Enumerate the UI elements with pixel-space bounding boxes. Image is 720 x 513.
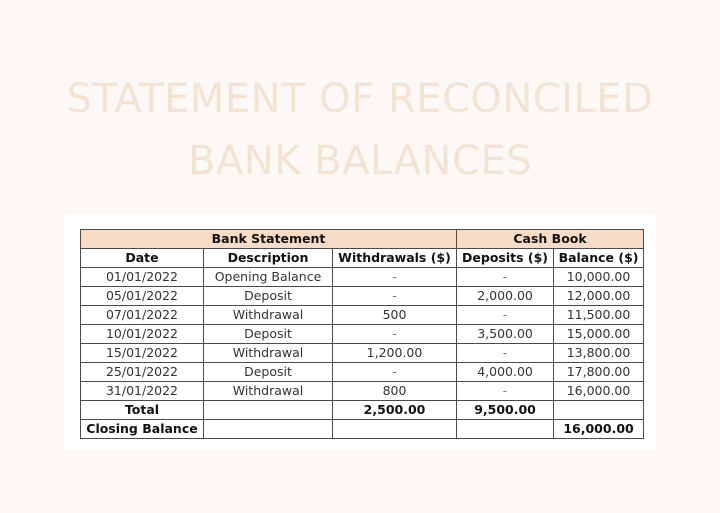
closing-balance-value: 16,000.00 — [554, 420, 644, 439]
column-header-row — [81, 249, 644, 268]
column-header-date: Date — [81, 249, 204, 268]
cell-date: 07/01/2022 — [81, 306, 204, 325]
table-row — [81, 287, 644, 306]
cell-date: 15/01/2022 — [81, 344, 204, 363]
cell-description: Withdrawal — [204, 344, 333, 363]
reconciliation-table — [80, 229, 644, 439]
cell-balance: 15,000.00 — [554, 325, 644, 344]
page-title-line-2: BANK BALANCES — [187, 138, 533, 184]
cell-deposits: - — [457, 382, 554, 401]
cell-balance: 17,800.00 — [554, 363, 644, 382]
cell-withdrawals: 500 — [333, 306, 457, 325]
page-title-line-1: STATEMENT OF RECONCILED — [66, 76, 654, 122]
total-row — [81, 401, 644, 420]
cell-date: 31/01/2022 — [81, 382, 204, 401]
cell-date: 05/01/2022 — [81, 287, 204, 306]
cell-withdrawals: - — [333, 268, 457, 287]
table-row — [81, 306, 644, 325]
cell-balance: 12,000.00 — [554, 287, 644, 306]
closing-balance-label: Closing Balance — [81, 420, 204, 439]
cell-balance: 10,000.00 — [554, 268, 644, 287]
table-row — [81, 363, 644, 382]
cell-withdrawals: - — [333, 325, 457, 344]
table-row — [81, 382, 644, 401]
cell-deposits: - — [457, 306, 554, 325]
cell-deposits: - — [457, 268, 554, 287]
cell-date: 10/01/2022 — [81, 325, 204, 344]
column-header-deposits: Deposits ($) — [457, 249, 554, 268]
cell-deposits: 2,000.00 — [457, 287, 554, 306]
closing-description-empty — [204, 420, 333, 439]
cell-date: 25/01/2022 — [81, 363, 204, 382]
total-balance-empty — [554, 401, 644, 420]
table-row — [81, 325, 644, 344]
column-header-withdrawals: Withdrawals ($) — [333, 249, 457, 268]
cell-balance: 16,000.00 — [554, 382, 644, 401]
closing-withdrawals-empty — [333, 420, 457, 439]
column-header-balance: Balance ($) — [554, 249, 644, 268]
closing-deposits-empty — [457, 420, 554, 439]
group-header-bank-statement: Bank Statement — [81, 230, 457, 249]
cell-description: Withdrawal — [204, 306, 333, 325]
cell-description: Deposit — [204, 363, 333, 382]
cell-description: Withdrawal — [204, 382, 333, 401]
cell-balance: 11,500.00 — [554, 306, 644, 325]
total-withdrawals: 2,500.00 — [333, 401, 457, 420]
cell-description: Deposit — [204, 287, 333, 306]
column-header-description: Description — [204, 249, 333, 268]
total-description-empty — [204, 401, 333, 420]
total-label: Total — [81, 401, 204, 420]
cell-deposits: - — [457, 344, 554, 363]
closing-balance-row — [81, 420, 644, 439]
group-header-cash-book: Cash Book — [457, 230, 644, 249]
cell-deposits: 4,000.00 — [457, 363, 554, 382]
table-row — [81, 268, 644, 287]
total-deposits: 9,500.00 — [457, 401, 554, 420]
cell-deposits: 3,500.00 — [457, 325, 554, 344]
cell-withdrawals: - — [333, 363, 457, 382]
cell-date: 01/01/2022 — [81, 268, 204, 287]
group-header-row — [81, 230, 644, 249]
cell-description: Opening Balance — [204, 268, 333, 287]
cell-withdrawals: 800 — [333, 382, 457, 401]
cell-balance: 13,800.00 — [554, 344, 644, 363]
cell-withdrawals: 1,200.00 — [333, 344, 457, 363]
table-row — [81, 344, 644, 363]
cell-withdrawals: - — [333, 287, 457, 306]
cell-description: Deposit — [204, 325, 333, 344]
